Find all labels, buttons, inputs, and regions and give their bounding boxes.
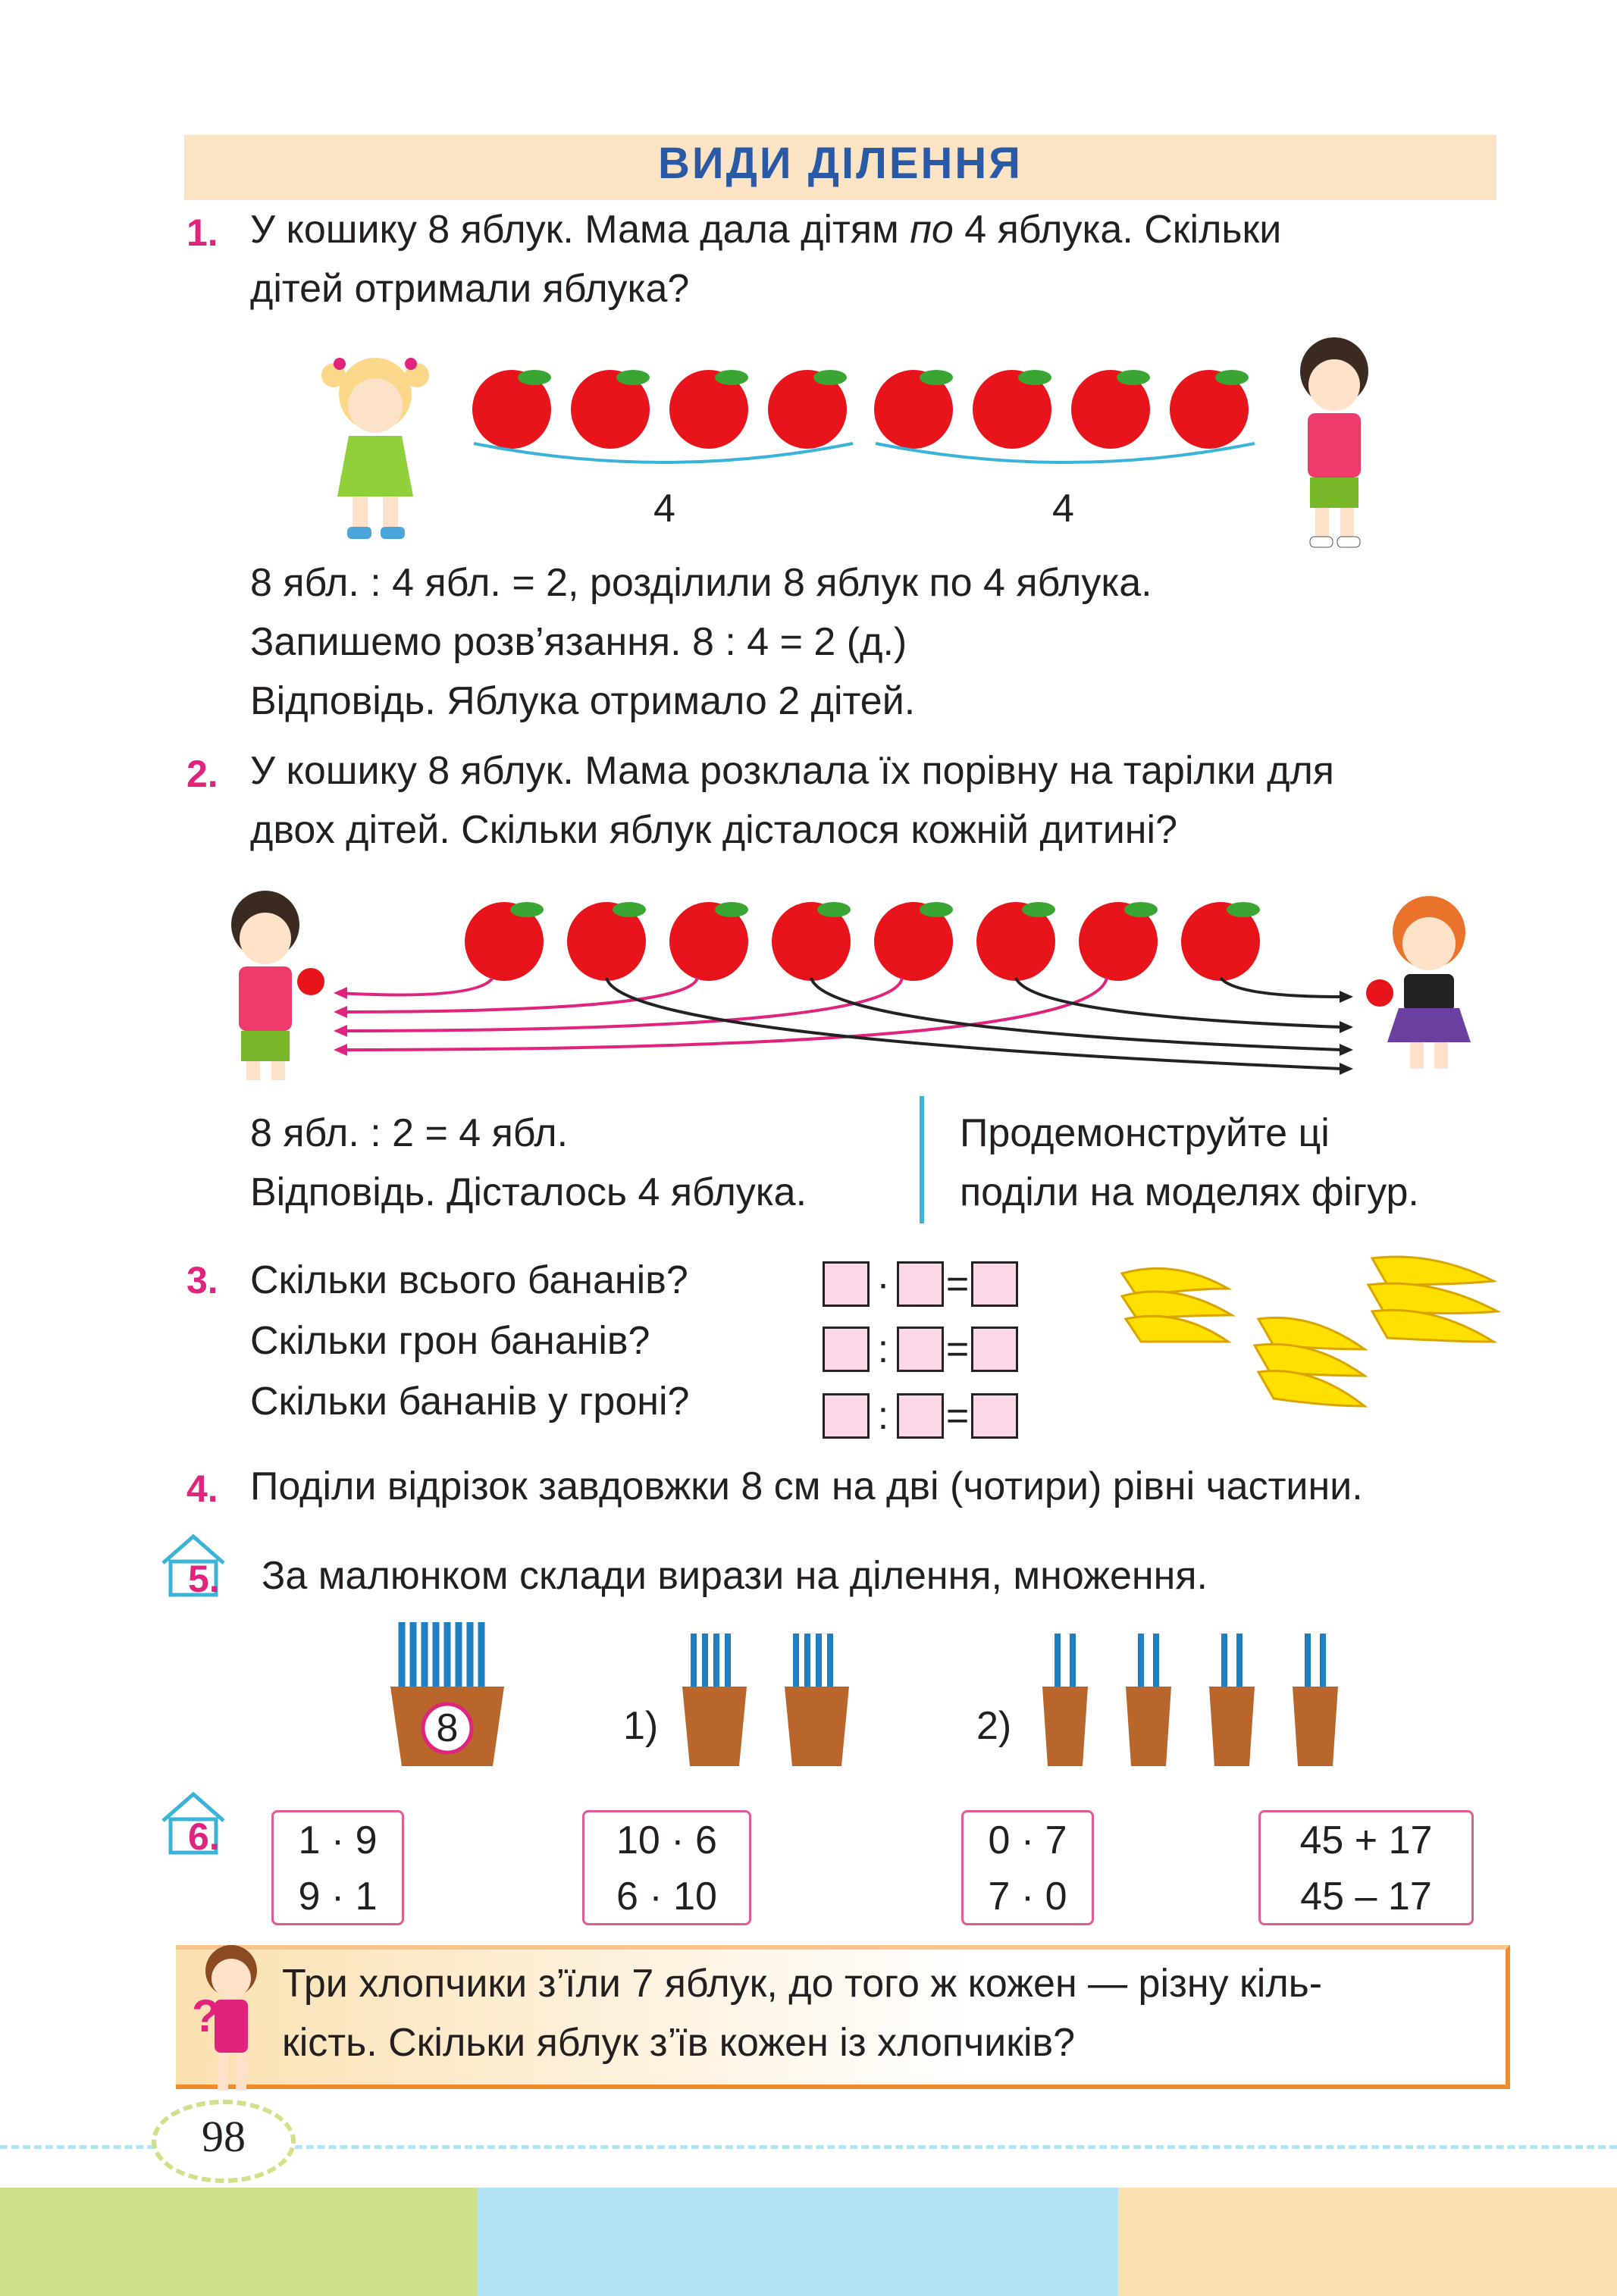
group-label-left: 4 <box>653 487 675 531</box>
task-5-label-2: 2) <box>976 1704 1012 1748</box>
task-3-question-1: Скільки всього бананів? <box>250 1258 688 1302</box>
answer-box[interactable] <box>971 1327 1018 1372</box>
apple-icon <box>1071 370 1150 449</box>
girl-figure-left <box>311 334 440 546</box>
task-2-note-1: Продемонструйте ці <box>960 1111 1330 1155</box>
apple-icon <box>874 370 953 449</box>
task-4-number: 4. <box>186 1467 218 1510</box>
answer-box[interactable] <box>823 1327 870 1372</box>
apple-icon <box>669 370 748 449</box>
arrows-to-left-child <box>337 978 1107 1050</box>
girl-thinking-figure <box>186 1940 277 2107</box>
apple-icon <box>768 370 847 449</box>
pencil-count: 8 <box>436 1706 459 1750</box>
task-5-label-1: 1) <box>623 1704 659 1748</box>
riddle-line-2: кість. Скільки яблук з’їв кожен із хлопчиків? <box>282 2021 1076 2065</box>
apple-icon <box>571 370 650 449</box>
pencil-cups-four <box>1039 1622 1342 1774</box>
apple-icon <box>465 902 544 981</box>
banana-icon <box>1255 1317 1365 1406</box>
page-title: ВИДИ ДІЛЕННЯ <box>658 139 1023 188</box>
task-2-note-2: поділи на моделях фігур. <box>960 1170 1419 1214</box>
expression-box: 1 · 9 9 · 1 <box>271 1810 404 1925</box>
task-6-number: 6. <box>188 1815 220 1858</box>
task-2-line-1: У кошику 8 яблук. Мама розклала їх порівну на тарілки для <box>250 749 1334 793</box>
answer-box[interactable] <box>823 1393 870 1439</box>
page-number: 98 <box>202 2112 246 2161</box>
task-1-line-1: У кошику 8 яблук. Мама дала дітям по 4 яблука. Скільки <box>250 208 1282 252</box>
apple-icon <box>1181 902 1260 981</box>
task-1-answer: Відповідь. Яблука отримало 2 дітей. <box>250 679 916 723</box>
answer-box[interactable] <box>971 1393 1018 1439</box>
answer-box[interactable] <box>897 1327 944 1372</box>
task-3-equation-2: : = <box>823 1327 1018 1372</box>
apple-icon <box>772 902 851 981</box>
divider <box>920 1096 924 1223</box>
group-label-right: 4 <box>1052 487 1074 531</box>
apple-icon <box>297 968 324 995</box>
svg-text:?: ? <box>192 1991 220 2041</box>
answer-box[interactable] <box>823 1261 870 1307</box>
task-3-question-2: Скільки грон бананів? <box>250 1319 650 1363</box>
task-1-line-2: дітей отримали яблука? <box>250 267 690 311</box>
apple-icon <box>472 370 551 449</box>
apple-icon <box>669 902 748 981</box>
task-1-number: 1. <box>186 211 218 254</box>
task-1-solution-2: Запишемо розв’язання. 8 : 4 = 2 (д.) <box>250 620 907 664</box>
banana-bunches <box>1114 1243 1509 1440</box>
task-3-question-3: Скільки бананів у гроні? <box>250 1380 690 1424</box>
apple-icon <box>874 902 953 981</box>
apple-icon <box>567 902 646 981</box>
task-4-text: Поділи відрізок завдовжки 8 см на дві (чотири) рівні частини. <box>250 1464 1363 1508</box>
expression-box: 45 + 17 45 – 17 <box>1258 1810 1474 1925</box>
apple-icon <box>1079 902 1158 981</box>
answer-box[interactable] <box>897 1261 944 1307</box>
task-3-equation-3: : = <box>823 1393 1018 1439</box>
boy-figure-left <box>212 879 349 1092</box>
task-5-text: За малюнком склади вирази на ділення, множення. <box>262 1554 1208 1598</box>
task-2-line-2: двох дітей. Скільки яблук дісталося кожній дитині? <box>250 808 1177 852</box>
task-2-solution: 8 ябл. : 2 = 4 ябл. <box>250 1111 569 1155</box>
task-2-answer: Відповідь. Дісталось 4 яблука. <box>250 1170 807 1214</box>
task-3-equation-1: · = <box>823 1261 1018 1307</box>
expression-box: 0 · 7 7 · 0 <box>961 1810 1094 1925</box>
apple-icon <box>1366 979 1393 1007</box>
banana-icon <box>1122 1268 1232 1342</box>
girl-figure-right <box>1357 879 1493 1092</box>
task-2-number: 2. <box>186 753 218 795</box>
pencil-cups-two <box>675 1622 872 1774</box>
expression-box: 10 · 6 6 · 10 <box>582 1810 751 1925</box>
answer-box[interactable] <box>897 1393 944 1439</box>
banana-icon <box>1368 1257 1497 1342</box>
task-3-number: 3. <box>186 1259 218 1301</box>
answer-box[interactable] <box>971 1261 1018 1307</box>
apple-icon <box>976 902 1055 981</box>
task-5-number: 5. <box>188 1558 220 1600</box>
apple-icon <box>1170 370 1249 449</box>
boy-figure-right <box>1281 326 1387 553</box>
task-2-apples-arrows <box>334 887 1380 1084</box>
footer-band-blue <box>478 2188 1118 2296</box>
task-1-solution-1: 8 ябл. : 4 ябл. = 2, розділили 8 яблук по 4 яблука. <box>250 561 1152 605</box>
footer-band-green <box>0 2188 478 2296</box>
task-1-apples <box>470 356 1274 515</box>
apple-icon <box>973 370 1051 449</box>
riddle-line-1: Три хлопчики з’їли 7 яблук, до того ж кожен — різну кіль- <box>282 1962 1323 2006</box>
footer-band-peach <box>1118 2188 1617 2296</box>
